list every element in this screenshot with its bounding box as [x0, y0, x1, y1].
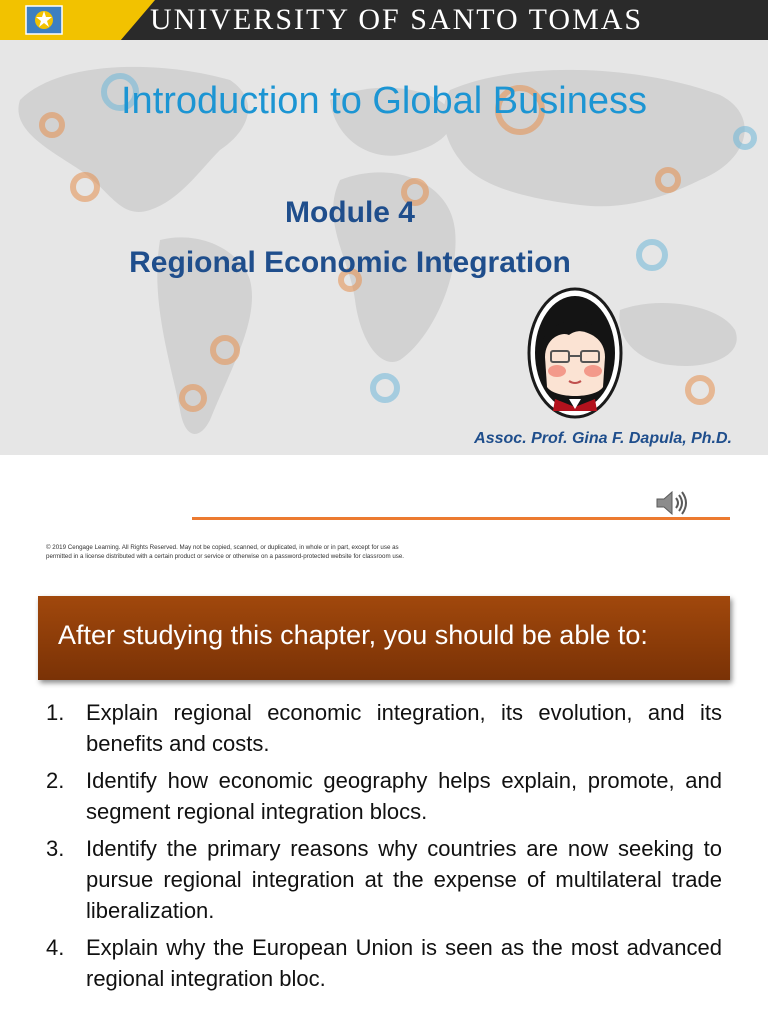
copyright-line-2: permitted in a license distributed with a certain product or service or otherwise on a password-protected website for classroom use. [46, 553, 405, 560]
learning-objectives-list [46, 697, 722, 1000]
speaker-icon[interactable] [654, 488, 688, 518]
list-item [46, 765, 722, 827]
module-number: Module 4 [284, 196, 415, 229]
list-item-text: Identify how economic geography helps explain, promote, and segment regional integration blocs. [86, 768, 722, 824]
list-item-number: 1. [46, 700, 65, 725]
module-title: Regional Economic Integration [129, 246, 571, 279]
presenter-avatar [527, 287, 623, 419]
ust-seal-icon [24, 4, 64, 36]
list-item-text: Identify the primary reasons why countries are now seeking to pursue regional integration at the expense of multilateral trade liberalization. [86, 836, 722, 923]
copyright-line-1: © 2019 Cengage Learning. All Rights Reserved. May not be copied, scanned, or duplicated, in whole or in part, except for use as [46, 544, 399, 551]
title-slide [0, 0, 768, 455]
slide-divider [192, 517, 730, 520]
list-item-number: 2. [46, 768, 65, 793]
list-item-number: 4. [46, 935, 65, 960]
objectives-banner [38, 596, 730, 680]
list-item [46, 697, 722, 759]
course-title: Introduction to Global Business [121, 80, 647, 122]
university-name: UNIVERSITY OF SANTO TOMAS [150, 3, 644, 36]
list-item [46, 833, 722, 926]
list-item-text: Explain why the European Union is seen as the most advanced regional integration bloc. [86, 935, 722, 991]
objectives-heading: After studying this chapter, you should be able to: [58, 620, 648, 650]
list-item-number: 3. [46, 836, 65, 861]
author-name: Assoc. Prof. Gina F. Dapula, Ph.D. [474, 430, 732, 447]
list-item-text: Explain regional economic integration, its evolution, and its benefits and costs. [86, 700, 722, 756]
copyright-notice [46, 543, 506, 561]
list-item [46, 932, 722, 994]
university-header [0, 0, 768, 40]
